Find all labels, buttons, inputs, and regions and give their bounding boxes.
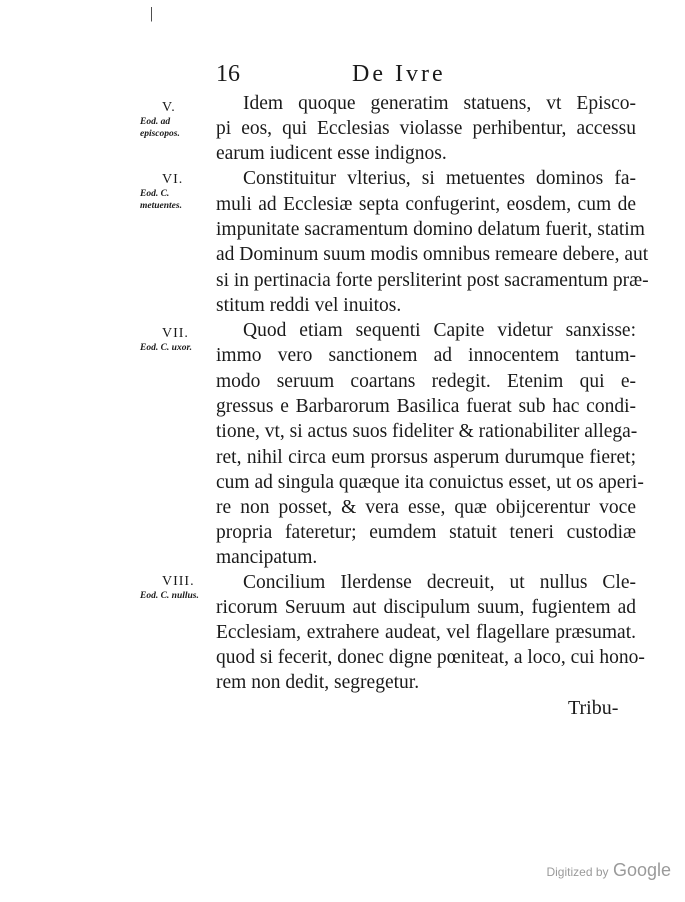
body-line: earum iudicent esse indignos. — [216, 143, 447, 164]
body-line: muli ad Ecclesiæ septa confugerint, eosdem, cum de — [216, 194, 636, 215]
margin-note-viii — [140, 574, 208, 602]
margin-note-reference: Eod. C. uxor. — [140, 343, 193, 353]
body-line: immo vero sanctionem ad innocentem tantum- — [216, 345, 636, 366]
margin-note-reference: Eod. C. nullus. — [140, 591, 199, 601]
body-line: Quod etiam sequenti Capite videtur sanxisse: — [243, 320, 636, 341]
body-line: ret, nihil circa eum prorsus asperum durumque fieret; — [216, 447, 636, 468]
body-line: quod si fecerit, donec digne pœniteat, a loco, cui hono- — [216, 647, 645, 668]
body-line: rem non dedit, segregetur. — [216, 672, 420, 693]
body-line: cum ad singula quæque ita conuictus esset, ut os aperi- — [216, 472, 644, 493]
digitization-watermark — [546, 860, 671, 881]
body-line: Idem quoque generatim statuens, vt Episco- — [243, 93, 636, 114]
body-line: ricorum Seruum aut discipulum suum, fugientem ad — [216, 597, 636, 618]
page-number: 16 — [216, 61, 240, 87]
margin-note-number: VII. — [162, 326, 189, 341]
body-line: tione, vt, si actus suos fideliter & rationabiliter allega- — [216, 421, 638, 442]
margin-note-number: VIII. — [162, 574, 195, 589]
margin-note-number: VI. — [162, 172, 184, 187]
body-line: Concilium Ilerdense decreuit, ut nullus Cle- — [243, 572, 636, 593]
corner-mark: | — [150, 5, 154, 22]
margin-note-vii — [140, 326, 208, 354]
margin-note-vi — [140, 172, 208, 212]
body-line: Constituitur vlterius, si metuentes dominos fa- — [243, 168, 636, 189]
watermark-prefix: Digitized by — [546, 865, 609, 879]
body-line: ad Dominum suum modis omnibus remeare debere, aut — [216, 244, 649, 265]
google-logo: Google — [612, 860, 671, 880]
body-line: propria fateretur; eumdem statuit teneri custodiæ — [216, 522, 636, 543]
running-head: De Ivre — [352, 61, 446, 87]
margin-note-number: V. — [162, 100, 176, 115]
margin-note-reference: Eod. ad episcopos. — [140, 117, 180, 139]
body-line: si in pertinacia forte persliterint post sacramentum præ- — [216, 270, 649, 291]
body-line: gressus e Barbarorum Basilica fuerat sub hac condi- — [216, 396, 636, 417]
catchword: Tribu- — [568, 697, 619, 719]
margin-note-v — [140, 100, 208, 140]
body-line: mancipatum. — [216, 547, 318, 568]
body-line: modo seruum coartans redegit. Etenim qui e- — [216, 371, 636, 392]
body-line: pi eos, qui Ecclesias violasse perhibentur, accessu — [216, 118, 636, 139]
margin-note-reference: Eod. C. metuentes. — [140, 189, 182, 211]
body-line: re non posset, & vera esse, quæ obijcerentur voce — [216, 497, 636, 518]
body-line: Ecclesiam, extrahere audeat, vel flagellare præsumat. — [216, 622, 636, 643]
body-line: impunitate sacramentum domino delatum fuerit, statim — [216, 219, 645, 240]
body-line: stitum reddi vel inuitos. — [216, 295, 402, 316]
